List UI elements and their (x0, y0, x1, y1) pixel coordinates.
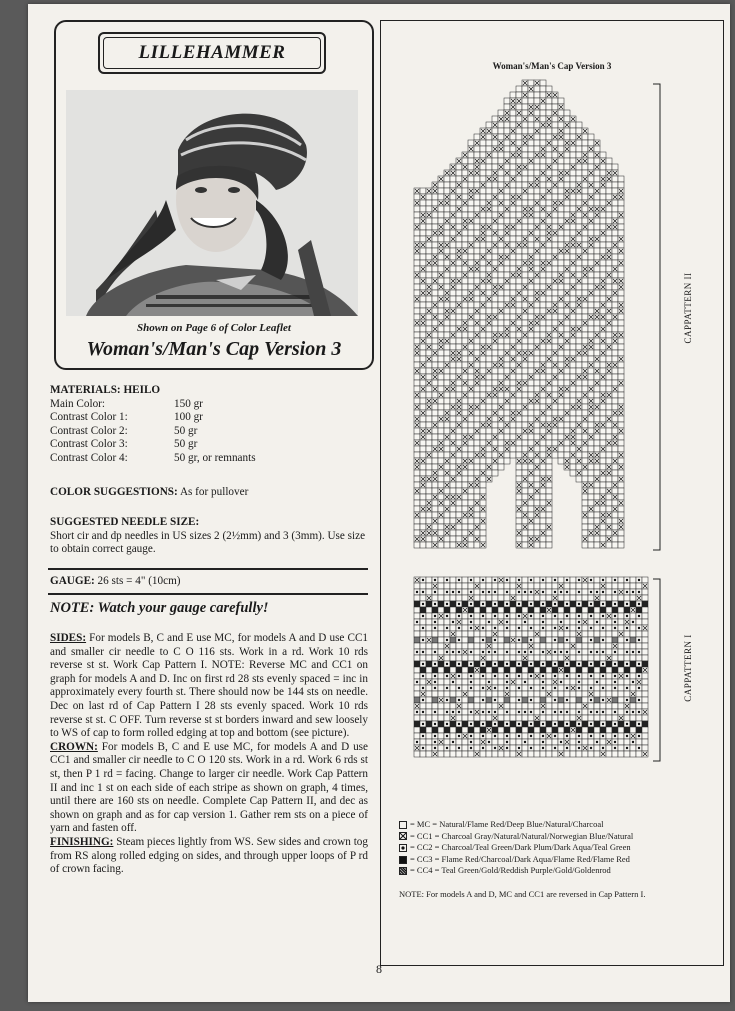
photo-caption: Shown on Page 6 of Color Leaflet (136, 322, 291, 334)
cap-pattern-ii-grid (413, 79, 687, 555)
label-cap-pattern-ii: CAPPATTERN II (683, 272, 693, 344)
page (28, 4, 730, 1002)
chart-title: Woman's/Man's Cap Version 3 (492, 61, 612, 71)
cap-pattern-i-grid (413, 576, 687, 762)
materials-block (50, 384, 366, 466)
divider (48, 568, 368, 570)
chart-legend (399, 819, 633, 877)
pattern-name: Woman's/Man's Cap Version 3 (86, 338, 342, 360)
chart-panel (380, 20, 724, 966)
materials-heading: MATERIALS: HEILO (50, 384, 161, 396)
bracket-upper (651, 83, 663, 551)
divider (48, 593, 368, 595)
sides-section: SIDES: For models B, C and E use MC, for models A and D use CC1 and smaller cir needle to C O 116 sts. Work in a rd. Work 10 rds reverse st st. Work Cap Pattern I. NOTE: Reverse MC and CC1 on graph for models A and D. Inc on first rd 28 sts evenly spaced = inc in approximately every fourth st. There should now be 144 sts on needle. Dec on last rd of Cap Pattern I 28 sts evenly spaced. Work 10 rds reverse st st. C OFF. Turn reverse st st borders inward and sew loosely to WS of cap to form rolled edging at top and bottom (see picture). (50, 632, 368, 740)
gauge-note: NOTE: Watch your gauge carefully! (50, 600, 269, 616)
page-title: LILLEHAMMER (103, 37, 321, 69)
legend-item: = CC2 = Charcoal/Teal Green/Dark Plum/Dark Aqua/Teal Green (399, 842, 633, 854)
hatched-square-icon (399, 867, 407, 875)
bracket-lower (651, 578, 663, 762)
empty-square-icon (399, 821, 407, 829)
material-row: Contrast Color 2: 50 gr (50, 424, 198, 437)
legend-item: = CC4 = Teal Green/Gold/Reddish Purple/Gold/Goldenrod (399, 865, 633, 877)
crown-section: CROWN: For models B, C and E use MC, for models A and D use CC1 and smaller cir needle to C O 120 sts. Work in a rd. Work 6 rds st st, then P 1 rd = facing. Change to larger cir needle. Work Cap Pattern II and inc 1 st on each side of each stripe as shown on graph, 4 times, until there are 160 sts on needle. Complete Cap Pattern II, and dec as shown on graph and as for cap version 1. Gather rem sts on a piece of yarn and fasten off. (50, 740, 368, 835)
legend-item: = CC3 = Flame Red/Charcoal/Dark Aqua/Flame Red/Flame Red (399, 854, 633, 866)
material-row: Contrast Color 3: 50 gr (50, 438, 198, 451)
finishing-section: FINISHING: Steam pieces lightly from WS. Sew sides and crown tog from RS along rolled edging on sides, and through upper loops of P rd of crown facing. (50, 835, 368, 876)
title-plaque (98, 32, 326, 74)
material-row: Contrast Color 1: 100 gr (50, 411, 203, 424)
chart-note: NOTE: For models A and D, MC and CC1 are reversed in Cap Pattern I. (399, 889, 646, 899)
instructions (50, 632, 368, 877)
dot-square-icon (399, 844, 407, 852)
photo-panel (54, 20, 374, 370)
material-row: Main Color: 150 gr (50, 397, 203, 410)
legend-item: = CC1 = Charcoal Gray/Natural/Natural/Norwegian Blue/Natural (399, 831, 633, 843)
gauge: GAUGE: 26 sts = 4" (10cm) (50, 575, 181, 587)
cross-square-icon (399, 832, 407, 840)
material-row: Contrast Color 4: 50 gr, or remnants (50, 451, 256, 464)
color-suggestions: COLOR SUGGESTIONS: As for pullover (50, 486, 249, 498)
label-cap-pattern-i: CAPPATTERN I (683, 634, 693, 702)
model-photo (66, 90, 358, 316)
solid-square-icon (399, 856, 407, 864)
legend-item: = MC = Natural/Flame Red/Deep Blue/Natural/Charcoal (399, 819, 633, 831)
needle-block: SUGGESTED NEEDLE SIZE: Short cir and dp needles in US sizes 2 (2½mm) and 3 (3mm). Use size to obtain correct gauge. (50, 516, 366, 556)
page-number: 8 (376, 962, 382, 976)
